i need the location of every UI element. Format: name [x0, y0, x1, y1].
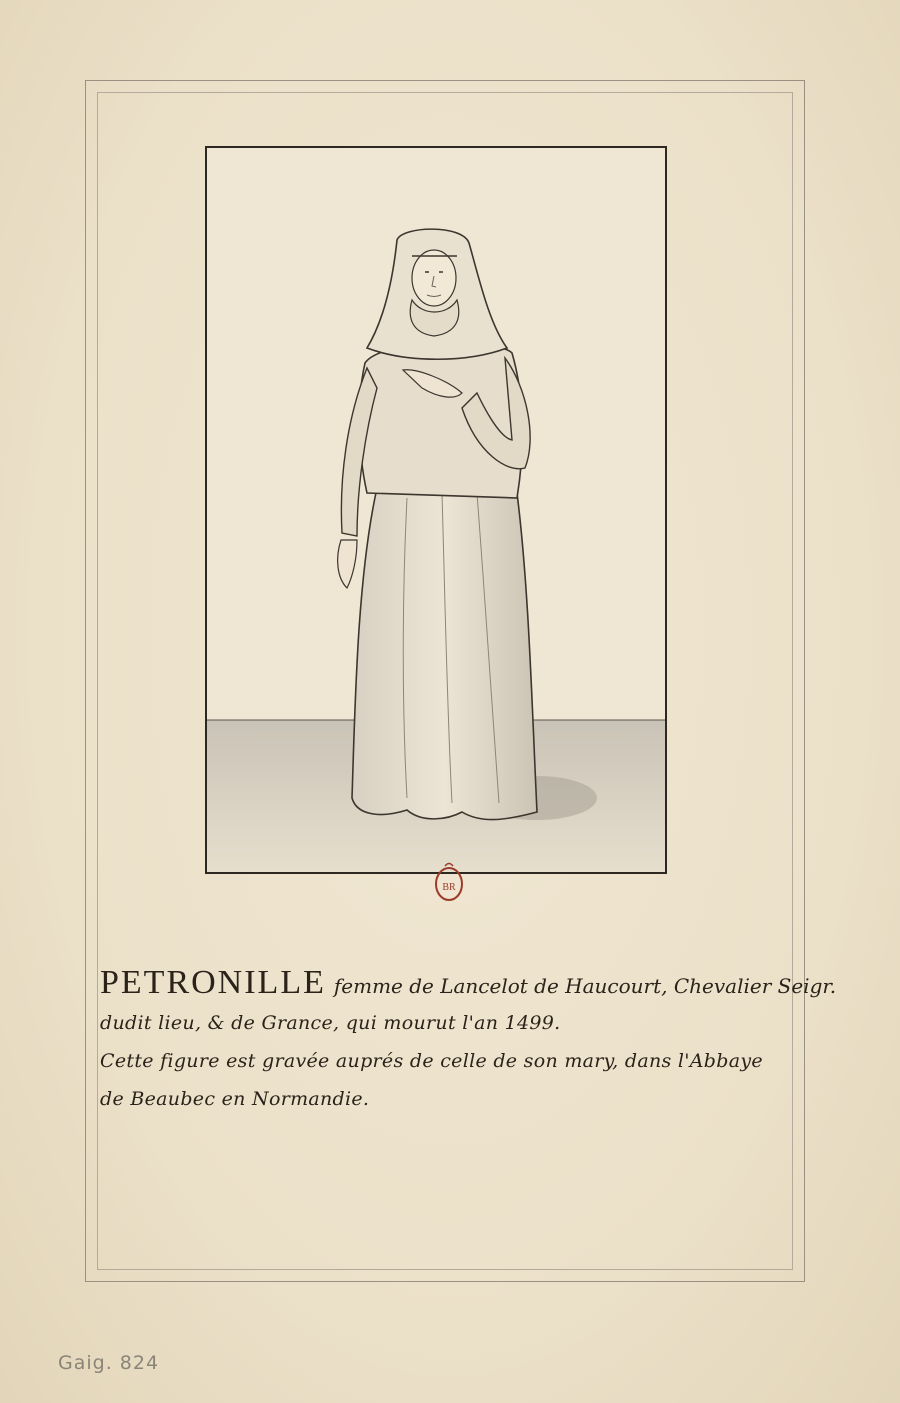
- illustration-plate: [205, 146, 667, 874]
- caption-name: PETRONILLE: [100, 964, 326, 1001]
- caption-line-1: [100, 964, 837, 1004]
- standing-woman-figure: [207, 148, 667, 874]
- caption-line-2: dudit lieu, & de Grance, qui mourut l'an 1499.: [100, 1012, 561, 1034]
- caption-line-3: Cette figure est gravée auprés de celle de son mary, dans l'Abbaye: [100, 1050, 763, 1072]
- caption-line-4: de Beaubec en Normandie.: [100, 1088, 370, 1110]
- caption: [100, 964, 837, 1118]
- shelfmark: Gaig. 824: [58, 1352, 160, 1374]
- library-stamp-icon: [433, 860, 465, 904]
- caption-line-1-rest: femme de Lancelot de Haucourt, Chevalier Seigr.: [333, 974, 837, 998]
- stamp-text: BR: [442, 882, 456, 893]
